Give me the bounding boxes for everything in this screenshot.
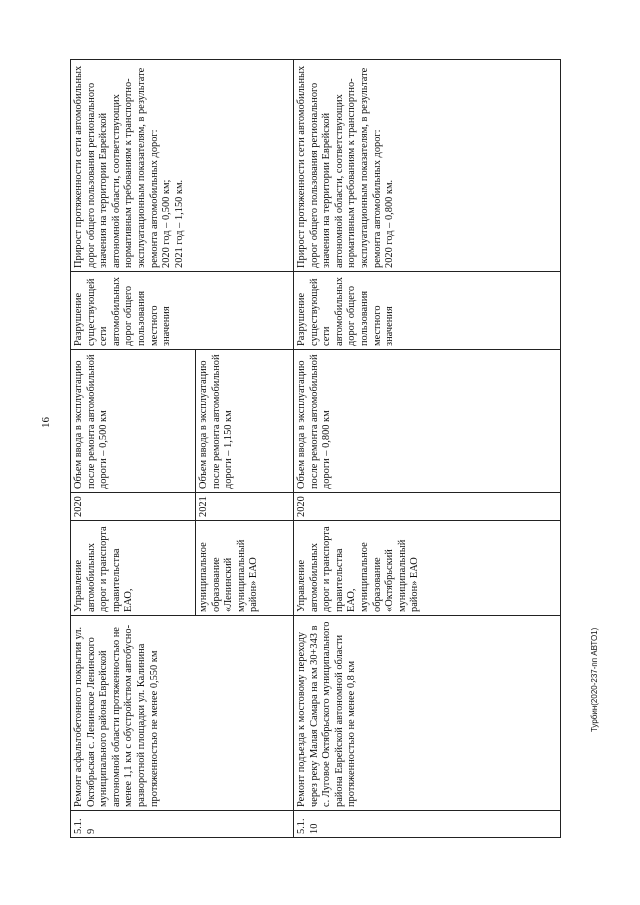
activity-name: Ремонт подъезда к мостовому переходу через реку Малая Самара на км 30+343 в с. Луговое Октябрьского муниципального района Еврейской автономной области протяженностью не менее 0,8 км bbox=[294, 616, 561, 811]
activity-name: Ремонт асфальтобетонного покрытия ул. Октябрьская с. Ленинское Ленинского муниципального района Еврейской автономной области протяженностью не менее 1,1 км с обустройством автобусно-разворотной площадки ул. Калинина протяженностью не менее 0,550 км bbox=[71, 616, 294, 811]
result-line: 2020 год – 0,800 км. bbox=[384, 179, 396, 268]
result-text: Прирост протяженности сети автомобильных дорог общего пользования регионального значения на территории Еврейской автономной области, соответствующих нормативным требованиям к транспортно-эксплуатационным показателям, в результате ремонта автомобильных дорог: bbox=[296, 65, 383, 268]
table-row bbox=[71, 60, 196, 838]
result-text: Прирост протяженности сети автомобильных дорог общего пользования регионального значения на территории Еврейской автономной области, соответствующих нормативным требованиям к транспортно-эксплуатационным показателям, в результате ремонта автомобильных дорог: bbox=[73, 65, 160, 268]
year-cell: 2021 bbox=[196, 493, 294, 521]
year-cell: 2020 bbox=[71, 493, 196, 521]
indicator-cell: Объем ввода в эксплуатацию после ремонта автомобильной дороги – 0,800 км bbox=[294, 350, 561, 493]
indicator-cell: Объем ввода в эксплуатацию после ремонта автомобильной дороги – 0,500 км bbox=[71, 350, 196, 493]
executor-cell: Управление автомобильных дорог и транспорта правительства ЕАО, bbox=[71, 521, 196, 616]
table-row bbox=[294, 60, 561, 838]
year-cell: 2020 bbox=[294, 493, 561, 521]
result-cell bbox=[71, 60, 294, 272]
executor-cell: муниципальное образование «Ленинский муниципальный район» ЕАО bbox=[196, 521, 294, 616]
row-number: 5.1.10 bbox=[294, 811, 561, 838]
document-code: Турбин(2020-237-пп АВТО1) bbox=[590, 627, 599, 732]
rotated-table-container bbox=[70, 60, 560, 838]
consequences-cell: Разрушение существующей сети автомобильных дорог общего пользования местного значения bbox=[71, 272, 294, 350]
row-number: 5.1.9 bbox=[71, 811, 294, 838]
page-number: 16 bbox=[40, 417, 52, 428]
consequences-cell: Разрушение существующей сети автомобильных дорог общего пользования местного значения bbox=[294, 272, 561, 350]
executor-cell: Управление автомобильных дорог и транспорта правительства ЕАО, муниципальное образование «Октябрьский муниципальный район» ЕАО bbox=[294, 521, 561, 616]
result-line: 2021 год – 1,150 км. bbox=[173, 179, 185, 268]
result-cell bbox=[294, 60, 561, 272]
indicator-cell: Объем ввода в эксплуатацию после ремонта автомобильной дороги – 1,150 км bbox=[196, 350, 294, 493]
activities-table bbox=[70, 59, 561, 838]
result-line: 2020 год – 0,500 км; bbox=[161, 179, 173, 268]
